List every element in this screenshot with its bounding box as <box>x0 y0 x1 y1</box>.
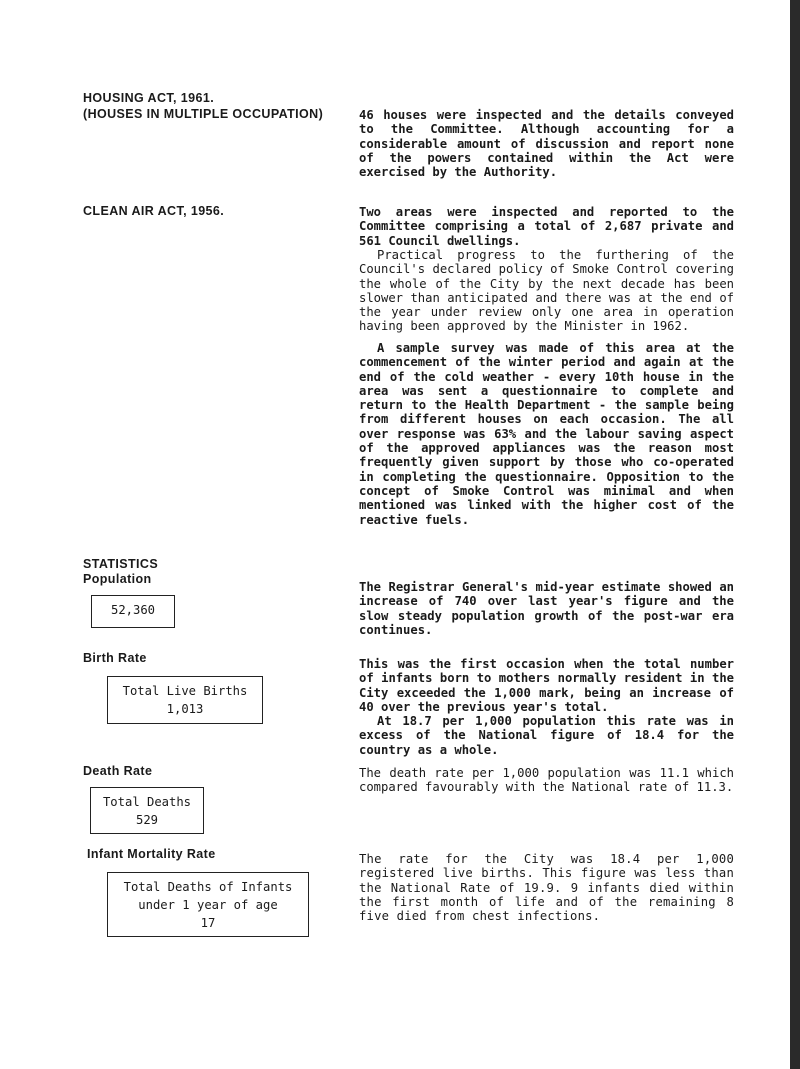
infant-mortality-paragraph: The rate for the City was 18.4 per 1,000 registered live births. This figure was less than the National Rate of 19.9. 9 infants died within the first month of life and of the remaining 8 five died from chest infections. <box>359 852 734 924</box>
death-rate-heading: Death Rate <box>83 764 153 778</box>
infant-mortality-heading: Infant Mortality Rate <box>87 847 216 861</box>
housing-act-heading: HOUSING ACT, 1961. <box>83 91 215 105</box>
clean-air-paragraph-3: A sample survey was made of this area at the commencement of the winter period and again at the end of the cold weather - every 10th house in the area was sent a questionnaire to complete and return to the Health Department - the sample being from different houses on each occasion. The all over response was 63% and the labour saving aspect of the approved appliances was the reason most frequently given support by those who co-operated in completing the questionnaire. Opposition to the concept of Smoke Control was minimal and when mentioned was linked with the higher cost of the reactive fuels. <box>359 341 734 527</box>
infant-deaths-value: 17 <box>200 916 216 930</box>
total-live-births-label: Total Live Births <box>122 684 248 698</box>
population-box <box>91 595 175 628</box>
page-edge-shadow <box>790 0 800 1069</box>
clean-air-paragraph-2: Practical progress to the furthering of the Council's declared policy of Smoke Control covering the whole of the City by the next decade has been slower than anticipated and there was at the end of the year under review only one area in operation having been approved by the Minister in 1962. <box>359 248 734 334</box>
birth-rate-heading: Birth Rate <box>83 651 147 665</box>
total-live-births-value: 1,013 <box>166 702 204 716</box>
infant-mortality-box <box>107 872 309 937</box>
death-rate-box <box>90 787 204 834</box>
population-heading: Population <box>83 572 152 586</box>
housing-act-paragraph: 46 houses were inspected and the details conveyed to the Committee. Although accounting for a considerable amount of discussion and report none of the powers contained within the Act were exercised by the Authority. <box>359 108 734 180</box>
birth-rate-paragraph-1: This was the first occasion when the total number of infants born to mothers normally resident in the City exceeded the 1,000 mark, being an increase of 40 over the previous year's total. <box>359 657 734 714</box>
population-paragraph: The Registrar General's mid-year estimate showed an increase of 740 over last year's figure and the slow steady population growth of the post-war era continues. <box>359 580 734 637</box>
infant-deaths-label-line1: Total Deaths of Infants <box>123 880 293 894</box>
clean-air-paragraph-1: Two areas were inspected and reported to the Committee comprising a total of 2,687 private and 561 Council dwellings. <box>359 205 734 248</box>
population-value: 52,360 <box>110 603 156 617</box>
total-deaths-value: 529 <box>135 813 158 827</box>
housing-act-subheading: (HOUSES IN MULTIPLE OCCUPATION) <box>83 107 324 121</box>
birth-rate-box <box>107 676 263 724</box>
death-rate-paragraph: The death rate per 1,000 population was 11.1 which compared favourably with the National rate of 11.3. <box>359 766 734 795</box>
statistics-heading: STATISTICS <box>83 557 159 571</box>
birth-rate-paragraph-2: At 18.7 per 1,000 population this rate was in excess of the National figure of 18.4 for the country as a whole. <box>359 714 734 757</box>
clean-air-act-heading: CLEAN AIR ACT, 1956. <box>83 204 225 218</box>
infant-deaths-label-line2: under 1 year of age <box>138 898 278 912</box>
total-deaths-label: Total Deaths <box>102 795 192 809</box>
